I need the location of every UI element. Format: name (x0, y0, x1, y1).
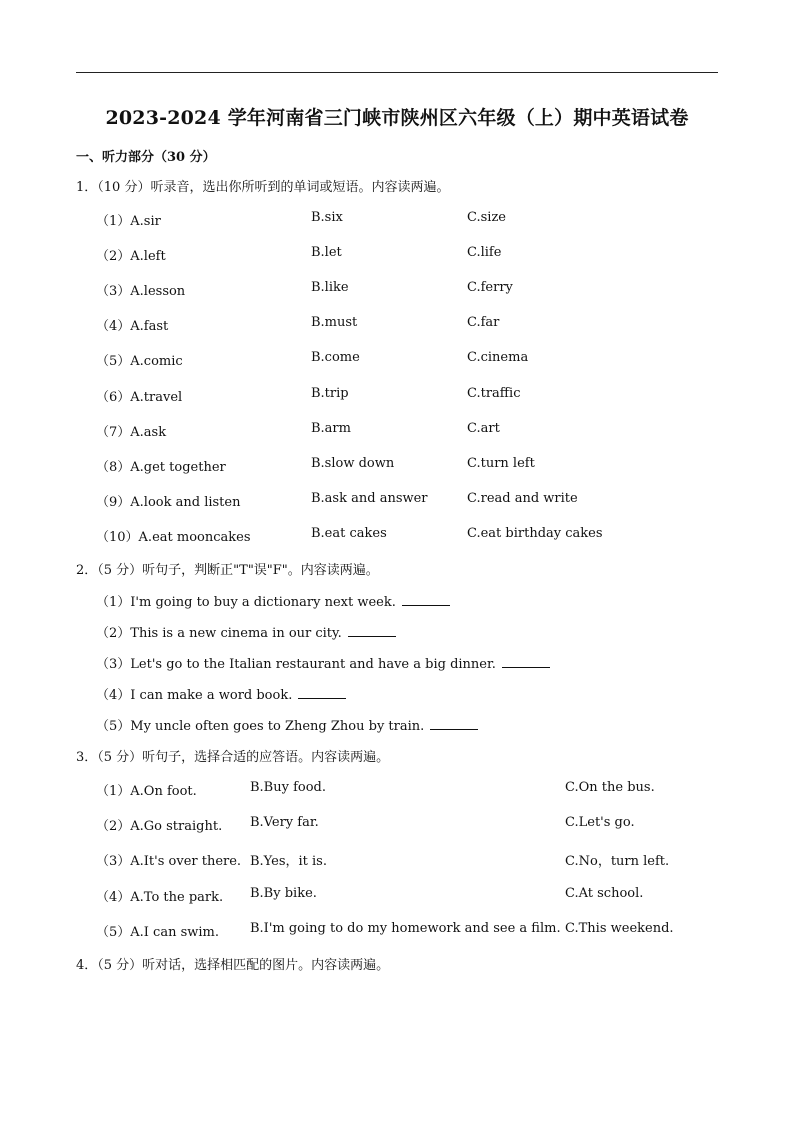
q2-item-2-text: （2）This is a new cinema in our city. (96, 626, 342, 641)
question-3-heading: 3．（5 分）听句子，选择合适的应答语。内容读两遍。 (76, 750, 390, 765)
q3-item-3-option-a: （3）A.It's over there. (96, 854, 242, 869)
q1-item-4-option-b: B.must (311, 315, 358, 330)
header-rule (76, 72, 718, 73)
answer-blank[interactable] (502, 655, 550, 668)
q1-item-8-option-c: C.turn left (467, 456, 535, 471)
q1-item-9-option-b: B.ask and answer (311, 491, 428, 506)
q1-item-9-option-a: （9）A.look and listen (96, 495, 241, 510)
q1-item-2-option-b: B.let (311, 245, 342, 260)
q2-item-1 (96, 591, 450, 610)
q1-item-6-option-b: B.trip (311, 386, 349, 401)
q1-item-3-option-b: B.like (311, 280, 349, 295)
q1-item-5-option-a: （5）A.comic (96, 354, 183, 369)
q3-item-2-option-b: B.Very far. (250, 815, 319, 830)
q1-item-5-option-c: C.cinema (467, 350, 529, 365)
q3-item-4-option-a: （4）A.To the park. (96, 890, 224, 905)
q1-item-3-option-a: （3）A.lesson (96, 284, 186, 299)
q1-item-1-option-b: B.six (311, 210, 343, 225)
q1-item-6-option-c: C.traffic (467, 386, 521, 401)
q1-item-6-option-a: （6）A.travel (96, 390, 183, 405)
q3-item-1-option-c: C.On the bus. (565, 780, 655, 795)
q1-item-10-option-b: B.eat cakes (311, 526, 387, 541)
q3-item-4-option-b: B.By bike. (250, 886, 317, 901)
q2-item-4 (96, 684, 346, 703)
q1-item-1-option-a: （1）A.sir (96, 214, 161, 229)
q2-item-3-text: （3）Let's go to the Italian restaurant and have a big dinner. (96, 657, 496, 672)
q1-item-2-option-a: （2）A.left (96, 249, 166, 264)
q3-item-3-option-c: C.No，turn left. (565, 854, 670, 869)
q3-item-5-option-b: B.I'm going to do my homework and see a film. (250, 921, 561, 936)
q1-item-10-option-a: （10）A.eat mooncakes (96, 530, 251, 545)
answer-blank[interactable] (430, 717, 478, 730)
section-listening-heading: 一、听力部分（30 分） (76, 150, 216, 165)
q2-item-5-text: （5）My uncle often goes to Zheng Zhou by train. (96, 719, 425, 734)
answer-blank[interactable] (348, 624, 396, 637)
q1-item-5-option-b: B.come (311, 350, 360, 365)
question-1-heading: 1．（10 分）听录音，选出你所听到的单词或短语。内容读两遍。 (76, 180, 450, 195)
q3-item-3-option-b: B.Yes，it is. (250, 854, 327, 869)
q3-item-1-option-b: B.Buy food. (250, 780, 327, 795)
q1-item-9-option-c: C.read and write (467, 491, 578, 506)
q2-item-1-text: （1）I'm going to buy a dictionary next week. (96, 595, 396, 610)
q2-item-2 (96, 622, 396, 641)
q1-item-4-option-c: C.far (467, 315, 500, 330)
q2-item-4-text: （4）I can make a word book. (96, 688, 293, 703)
q1-item-7-option-a: （7）A.ask (96, 425, 167, 440)
answer-blank[interactable] (402, 593, 450, 606)
q2-item-3 (96, 653, 550, 672)
q3-item-4-option-c: C.At school. (565, 886, 644, 901)
question-4-heading: 4．（5 分）听对话，选择相匹配的图片。内容读两遍。 (76, 958, 390, 973)
q1-item-10-option-c: C.eat birthday cakes (467, 526, 603, 541)
q1-item-1-option-c: C.size (467, 210, 506, 225)
q1-item-8-option-b: B.slow down (311, 456, 395, 471)
q3-item-5-option-c: C.This weekend. (565, 921, 674, 936)
q2-item-5 (96, 715, 478, 734)
q1-item-7-option-c: C.art (467, 421, 500, 436)
q1-item-4-option-a: （4）A.fast (96, 319, 169, 334)
question-2-heading: 2．（5 分）听句子，判断正"T"误"F"。内容读两遍。 (76, 563, 379, 578)
q3-item-2-option-c: C.Let's go. (565, 815, 635, 830)
q1-item-2-option-c: C.life (467, 245, 502, 260)
q1-item-8-option-a: （8）A.get together (96, 460, 226, 475)
q1-item-7-option-b: B.arm (311, 421, 351, 436)
q3-item-2-option-a: （2）A.Go straight. (96, 819, 223, 834)
q1-item-3-option-c: C.ferry (467, 280, 513, 295)
answer-blank[interactable] (298, 686, 346, 699)
q3-item-1-option-a: （1）A.On foot. (96, 784, 197, 799)
exam-title: 2023-2024 学年河南省三门峡市陕州区六年级（上）期中英语试卷 (105, 107, 689, 129)
q3-item-5-option-a: （5）A.I can swim. (96, 925, 220, 940)
